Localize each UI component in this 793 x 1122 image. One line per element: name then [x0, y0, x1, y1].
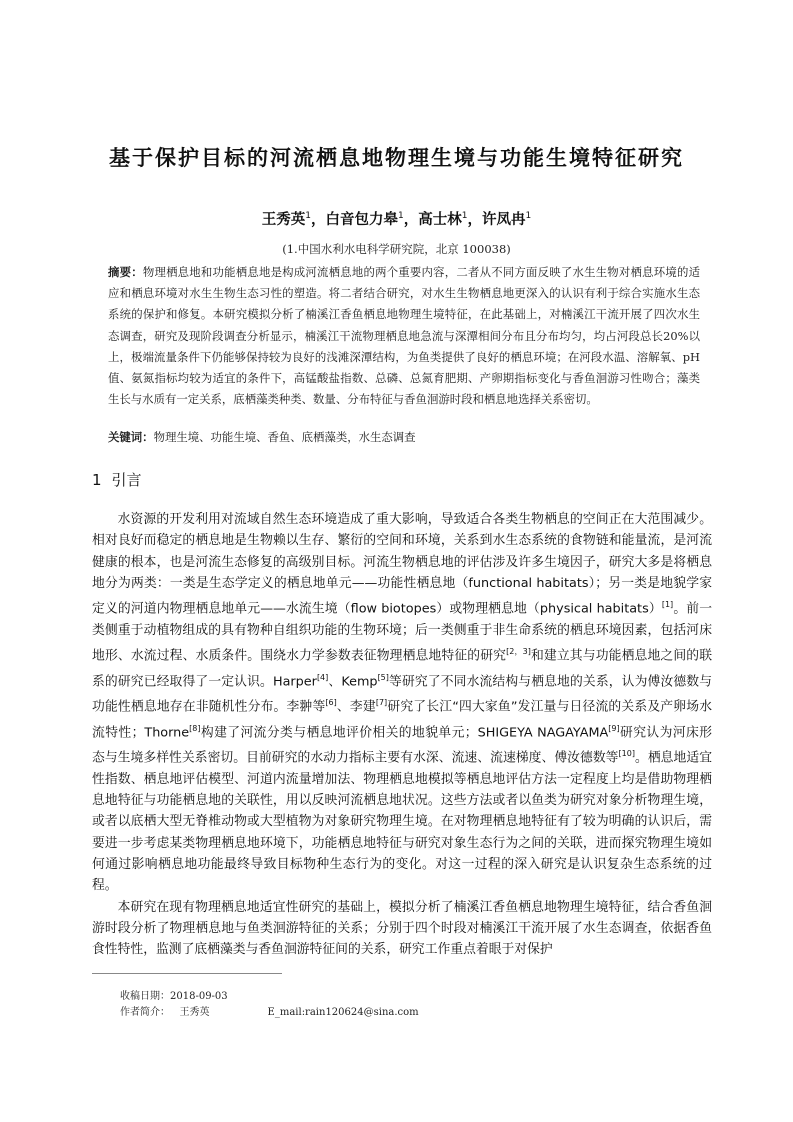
abstract [108, 262, 700, 410]
body-text-run: 水资源的开发利用对流域自然生态环境造成了重大影响，导致适合各类生物栖息的空间正在大范围减少。相对良好而稳定的栖息地是生物赖以生存、繁衍的空间和环境，关系到水生态系统的食物链和能量流，是河流健康的根本，也是河流生态修复的高级别目标。河流生物栖息地的评估涉及许多生境因子，研究大多是将栖息地分为两类：一类是生态学定义的栖息地单元——功能性栖息地（functional habitats）；另一类是地貌学家定义的河道内物理栖息地单元——水流生境（flow biotopes）或物理栖息地（physical habitats） [92, 512, 712, 617]
body-text-run: 研究认为河床形态与生境多样性关系密切。目前研究的水动力指标主要有水深、流速、流速梯度、傅汝德数等 [92, 725, 712, 766]
body-paragraph: 本研究在现有物理栖息地适宜性研究的基础上，模拟分析了楠溪江香鱼栖息地物理生境特征，结合香鱼洄游时段分析了物理栖息地与鱼类洄游特征的关系；分别于四个时段对楠溪江干流开展了水生态调查，依据香鱼食性特性，监测了底栖藻类与香鱼洄游特征间的关系，研究工作重点着眼于对保护 [92, 899, 712, 958]
citation-mark: [4] [316, 672, 329, 682]
author-affiliation-mark: 1 [525, 211, 532, 222]
author-affiliation-mark: 1 [461, 211, 468, 222]
author-affiliation-mark: 1 [305, 211, 312, 222]
keywords-text: 物理生境、功能生境、香鱼、底栖藻类，水生态调查 [153, 430, 416, 444]
body-text [92, 509, 712, 961]
author-name: 王秀英 [261, 212, 306, 228]
section-heading [92, 469, 152, 490]
received-label: 收稿日期： [120, 991, 170, 1002]
author-separator: ， [467, 212, 482, 228]
citation-mark: [2，3] [506, 647, 531, 657]
author-separator: ， [403, 212, 419, 228]
author-list [60, 208, 733, 229]
footnote-divider [92, 973, 282, 974]
body-text-run: 和建立其与功能栖息地之间的联系的研究已经取得了一定认识。Harper [92, 648, 713, 689]
abstract-label: 摘要： [108, 265, 143, 279]
citation-mark: [6] [325, 698, 337, 708]
author-email: E_mail:rain120624@sina.com [267, 1007, 419, 1018]
section-title: 引言 [111, 471, 142, 489]
citation-mark: [10] [618, 749, 635, 759]
body-paragraph [92, 509, 712, 897]
section-number: 1 [92, 471, 102, 489]
footnotes [120, 989, 620, 1021]
author-bio-name: 王秀英 [179, 1007, 210, 1018]
author-name: 许凤冉 [481, 212, 526, 228]
affiliation: (1.中国水利水电科学研究院，北京 100038) [282, 242, 511, 256]
paper-title: 基于保护目标的河流栖息地物理生境与功能生境特征研究 [109, 146, 684, 170]
citation-mark: [5] [377, 672, 389, 682]
author-affiliation-mark: 1 [398, 211, 404, 222]
author-name: 白音包力皋 [325, 212, 399, 228]
keywords-label: 关键词： [108, 430, 154, 444]
author-bio-note [120, 1005, 620, 1021]
body-text-run: 研究了长江“四大家鱼”发江量与日径流的关系及产卵场水流特性；Thorne [92, 699, 713, 740]
body-text-run: 、Kemp [328, 673, 378, 689]
body-text-run: 构建了河流分类与栖息地评价相关的地貌单元；SHIGEYA NAGAYAMA [200, 725, 609, 740]
citation-mark: [1] [661, 600, 674, 610]
citation-mark: [7] [375, 698, 388, 708]
keywords [108, 427, 700, 448]
body-text-run: 、李建 [336, 699, 376, 715]
received-date: 2018-09-03 [170, 991, 228, 1002]
citation-mark: [9] [608, 723, 620, 733]
author-separator: ， [311, 212, 326, 228]
abstract-text: 物理栖息地和功能栖息地是构成河流栖息地的两个重要内容，二者从不同方面反映了水生生物对栖息环境的适应和栖息环境对水生生物生态习性的塑造。将二者结合研究，对水生生物栖息地更深入的认识有利于综合实施水生态系统的保护和修复。本研究模拟分析了楠溪江香鱼栖息地物理生境特征，在此基础上，对楠溪江干流开展了四次水生态调查，研究及现阶段调查分析显示，楠溪江干流物理栖息地急流与深潭相间分布且分布均匀，均占河段总长20%以上，极端流量条件下仍能够保持较为良好的浅滩深潭结构，为鱼类提供了良好的栖息环境；在河段水温、溶解氧、pH值、氨氮指标均较为适宜的条件下，高锰酸盐指数、总磷、总氮育肥期、产卵期指标变化与香鱼洄游习性吻合；藻类生长与水质有一定关系，底栖藻类种类、数量、分布特征与香鱼洄游时段和栖息地选择关系密切。 [108, 265, 700, 407]
received-date-note [120, 989, 620, 1005]
author-bio-label: 作者简介： [120, 1007, 170, 1018]
body-text-run: 。栖息地适宜性指数、栖息地评估模型、河道内流量增加法、物理栖息地模拟等栖息地评估方法一定程度上均是借助物理栖息地特征与功能栖息地的关联性，用以反映河流栖息地状况。这些方法或者以鱼类为研究对象分析物理生境，或者以底栖大型无脊椎动物或大型植物为对象研究物理生境。在对物理栖息地特征有了较为明确的认识后，需要进一步考虑某类物理栖息地环境下，功能栖息地特征与研究对象生态行为之间的关联，进而探究物理生境如何通过影响栖息地功能最终导致目标物种生态行为的变化。对这一过程的深入研究是认识复杂生态系统的过程。 [92, 750, 713, 894]
author-name: 高士林 [418, 212, 462, 228]
citation-mark: [8] [189, 723, 201, 733]
body-text-run: 等研究了不同水流结构与栖息地的关系，认为傅汝德数与功能性栖息地存在非随机性分布。李翀等 [92, 673, 713, 715]
body-text-run: 。前一类侧重于动植物组成的具有物种自组织功能的生物环境；后一类侧重于非生命系统的栖息环境因素，包括河床地形、水流过程、水质条件。围绕水力学参数表征物理栖息地特征的研究 [92, 601, 712, 664]
